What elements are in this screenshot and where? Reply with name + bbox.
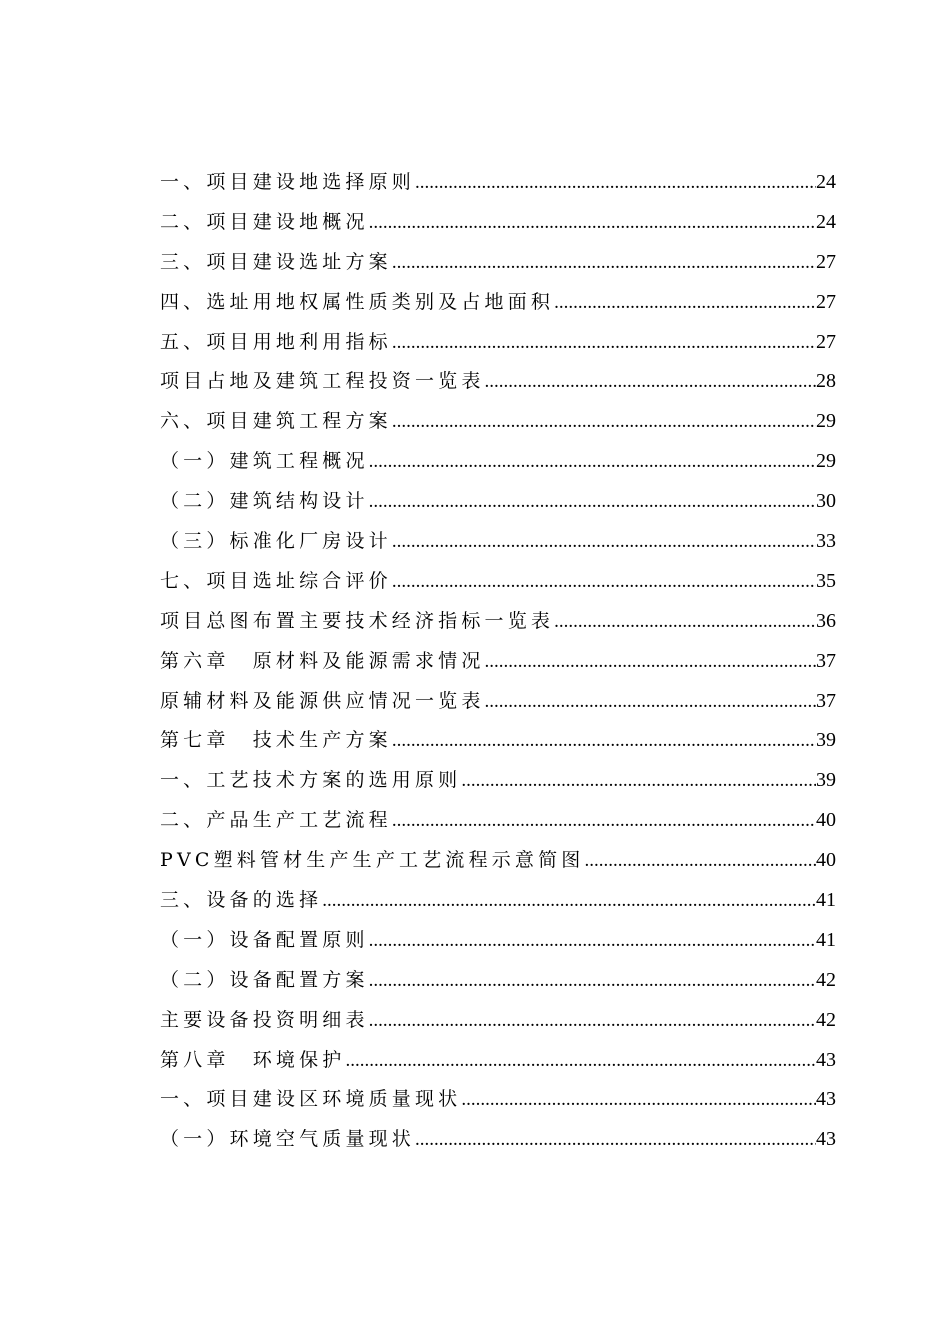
toc-entry-page: 37: [816, 689, 836, 712]
toc-entry[interactable]: [160, 1001, 836, 1041]
toc-entry-title: （二）设备配置方案: [160, 968, 369, 991]
toc-entry[interactable]: [160, 163, 836, 203]
toc-entry-title: PVC塑料管材生产生产工艺流程示意简图: [160, 849, 585, 872]
toc-dot-leader: [369, 203, 816, 243]
toc-entry-page: 42: [816, 968, 836, 991]
toc-dot-leader: [369, 1001, 816, 1041]
toc-dot-leader: [392, 562, 816, 602]
toc-entry-title: 七、项目选址综合评价: [160, 569, 392, 592]
toc-entry-page: 40: [816, 849, 836, 872]
toc-entry-title: 第七章 技术生产方案: [160, 729, 392, 752]
toc-entry-title: 一、工艺技术方案的选用原则: [160, 769, 462, 792]
toc-entry-title: 第八章 环境保护: [160, 1048, 346, 1071]
toc-dot-leader: [369, 442, 816, 482]
toc-dot-leader: [392, 721, 816, 761]
toc-entry[interactable]: [160, 841, 836, 881]
toc-entry-page: 42: [816, 1008, 836, 1031]
toc-entry-title: （一）建筑工程概况: [160, 450, 369, 473]
toc-entry-title: 项目占地及建筑工程投资一览表: [160, 370, 485, 393]
toc-dot-leader: [461, 1080, 816, 1120]
toc-entry-title: （一）环境空气质量现状: [160, 1128, 415, 1151]
toc-entry-title: 三、项目建设选址方案: [160, 250, 392, 273]
toc-dot-leader: [392, 243, 816, 283]
toc-entry[interactable]: [160, 602, 836, 642]
toc-entry[interactable]: [160, 482, 836, 522]
toc-dot-leader: [554, 283, 816, 323]
toc-entry[interactable]: [160, 921, 836, 961]
toc-entry-title: 原辅材料及能源供应情况一览表: [160, 689, 485, 712]
toc-dot-leader: [485, 362, 816, 402]
toc-entry-title: 主要设备投资明细表: [160, 1008, 369, 1031]
toc-dot-leader: [369, 482, 816, 522]
toc-entry-page: 36: [816, 609, 836, 632]
toc-entry-title: 二、产品生产工艺流程: [160, 809, 392, 832]
toc-dot-leader: [369, 921, 816, 961]
toc-dot-leader: [415, 163, 816, 203]
toc-dot-leader: [369, 961, 816, 1001]
toc-entry-title: （三）标准化厂房设计: [160, 530, 392, 553]
toc-entry-page: 43: [816, 1088, 836, 1111]
toc-entry-title: 三、设备的选择: [160, 889, 323, 912]
toc-dot-leader: [554, 602, 816, 642]
toc-entry-page: 37: [816, 649, 836, 672]
toc-entry-page: 29: [816, 450, 836, 473]
toc-entry-page: 40: [816, 809, 836, 832]
toc-entry-title: （二）建筑结构设计: [160, 490, 369, 513]
toc-entry[interactable]: [160, 323, 836, 363]
toc-entry-page: 43: [816, 1128, 836, 1151]
toc-entry-page: 41: [816, 889, 836, 912]
toc-dot-leader: [461, 761, 816, 801]
toc-entry[interactable]: [160, 362, 836, 402]
toc-entry-page: 27: [816, 330, 836, 353]
toc-entry-page: 27: [816, 250, 836, 273]
toc-entry-page: 33: [816, 530, 836, 553]
toc-entry-page: 29: [816, 410, 836, 433]
toc-dot-leader: [415, 1120, 816, 1160]
toc-entry-title: 一、项目建设地选择原则: [160, 171, 415, 193]
toc-entry[interactable]: [160, 1041, 836, 1081]
toc-entry[interactable]: [160, 801, 836, 841]
toc-entry[interactable]: [160, 243, 836, 283]
toc-entry[interactable]: [160, 203, 836, 243]
toc-entry[interactable]: [160, 761, 836, 801]
toc-entry-page: 39: [816, 729, 836, 752]
toc-entry[interactable]: [160, 402, 836, 442]
toc-entry-title: （一）设备配置原则: [160, 928, 369, 951]
toc-entry[interactable]: [160, 682, 836, 722]
toc-dot-leader: [584, 841, 816, 881]
toc-entry-title: 五、项目用地利用指标: [160, 330, 392, 353]
table-of-contents: [160, 163, 836, 1160]
toc-entry-title: 四、选址用地权属性质类别及占地面积: [160, 290, 555, 313]
toc-dot-leader: [392, 402, 816, 442]
toc-entry[interactable]: [160, 721, 836, 761]
toc-entry[interactable]: [160, 1080, 836, 1120]
toc-entry[interactable]: [160, 522, 836, 562]
toc-dot-leader: [392, 323, 816, 363]
toc-dot-leader: [485, 642, 816, 682]
toc-dot-leader: [392, 801, 816, 841]
toc-dot-leader: [345, 1041, 816, 1081]
toc-entry[interactable]: [160, 642, 836, 682]
toc-entry[interactable]: [160, 283, 836, 323]
toc-entry-page: 24: [816, 171, 836, 193]
toc-entry[interactable]: [160, 961, 836, 1001]
toc-entry-page: 41: [816, 928, 836, 951]
toc-entry-title: 第六章 原材料及能源需求情况: [160, 649, 485, 672]
toc-entry[interactable]: [160, 881, 836, 921]
toc-entry-page: 35: [816, 569, 836, 592]
toc-dot-leader: [485, 682, 816, 722]
toc-entry-page: 43: [816, 1048, 836, 1071]
toc-entry-title: 二、项目建设地概况: [160, 210, 369, 233]
toc-entry[interactable]: [160, 562, 836, 602]
toc-entry-title: 六、项目建筑工程方案: [160, 410, 392, 433]
toc-entry-page: 30: [816, 490, 836, 513]
toc-entry-page: 27: [816, 290, 836, 313]
toc-entry-page: 39: [816, 769, 836, 792]
toc-entry[interactable]: [160, 442, 836, 482]
toc-entry-title: 一、项目建设区环境质量现状: [160, 1088, 462, 1111]
toc-entry-page: 28: [816, 370, 836, 393]
toc-entry-title: 项目总图布置主要技术经济指标一览表: [160, 609, 555, 632]
toc-dot-leader: [392, 522, 816, 562]
toc-entry[interactable]: [160, 1120, 836, 1160]
toc-entry-page: 24: [816, 210, 836, 233]
toc-dot-leader: [322, 881, 816, 921]
